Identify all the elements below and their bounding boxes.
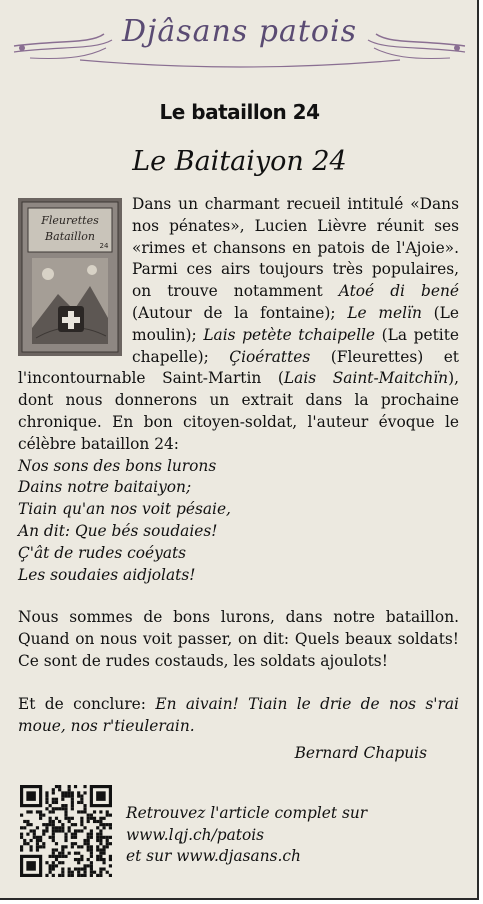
- article-body: [18, 194, 459, 765]
- qr-code[interactable]: [20, 785, 112, 877]
- poem-line: Tiain qu'an nos voit pésaie,: [18, 500, 231, 519]
- conclusion-paragraph: Et de conclure: En aivain! Tiain le drie de nos s'rai moue, nos r'tieulerain.: [18, 694, 459, 735]
- poem-line: Ç'ât de rudes coéyats: [18, 543, 187, 562]
- intro-paragraph: Dans un charmant recueil intitulé «Dans nos pénates», Lucien Lièvre réunit ses «rimes et chansons en patois de l'Ajoie». Parmi ces airs toujours très populaires, on trouve notamment Atoé di bené (Autour de la fontaine); Le melïn (Le moulin); Lais petète tchaipelle (La petite chapelle); Çioérattes (Fleurettes) et l'incontournable Saint-Martin (Lais Saint-Maitchïn), dont nous donnerons un extrait dans la prochaine chronique. En bon citoyen-soldat, l'auteur évoque le célèbre bataillon 24:: [18, 195, 460, 453]
- article-title: Le Baitaiyon 24: [132, 146, 347, 177]
- cover-title-line2: Bataillon: [45, 230, 95, 243]
- link-lqj[interactable]: www.lqj.ch/patois: [126, 825, 265, 844]
- poem-line: An dit: Que bés soudaies!: [18, 521, 218, 540]
- poem-line: Les soudaies aidjolats!: [18, 565, 196, 584]
- translation-paragraph: Nous sommes de bons lurons, dans notre bataillon. Quand on nous voit passer, on dit: Quels beaux soldats! Ce sont de rudes costauds, les soldats ajoulots!: [18, 608, 459, 670]
- cover-title-line1: Fleurettes: [41, 214, 99, 227]
- poem-line: Nos sons des bons lurons: [18, 456, 217, 475]
- cover-float-spacer: [18, 194, 132, 368]
- poem-excerpt: [18, 456, 459, 587]
- masthead-title: Djâsans patois: [122, 14, 357, 49]
- link-djasans[interactable]: et sur www.djasans.ch: [126, 847, 301, 866]
- online-links: [126, 803, 446, 868]
- article-kicker: Le bataillon 24: [159, 100, 320, 124]
- online-note: Retrouvez l'article complet sur: [126, 804, 368, 822]
- cover-number: 24: [99, 242, 109, 250]
- author-signature: Bernard Chapuis: [294, 744, 427, 763]
- poem-line: Dains notre baitaiyon;: [18, 478, 192, 497]
